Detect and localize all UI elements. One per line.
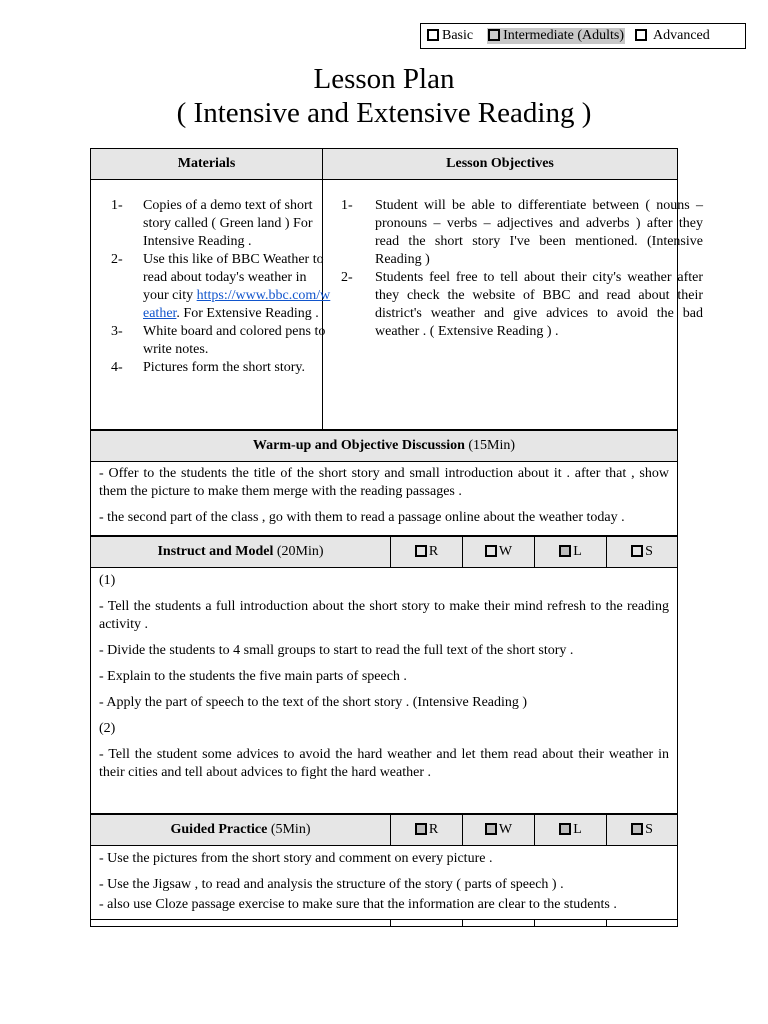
guided-header: Guided Practice (5Min) R W L S <box>91 815 677 846</box>
instruct-paragraph: - Apply the part of speech to the text of the short story . (Intensive Reading ) <box>99 695 528 710</box>
level-intermediate[interactable]: Intermediate (Adults) <box>487 28 625 44</box>
checkbox-icon <box>415 545 427 557</box>
list-item: 1- Copies of a demo text of short story called ( Green land ) For Intensive Reading . <box>111 198 313 249</box>
guided-paragraph: - also use Cloze passage exercise to make sure that the information are clear to the students . <box>99 897 617 912</box>
list-item: 1- Student will be able to differentiate between ( nouns – pronouns – verbs – adjectives and adverbs ) after they read the short story I've been mentioned. (Intensive Reading ) <box>341 198 703 267</box>
skill-reading[interactable]: R <box>391 537 463 567</box>
guided-paragraph: - Use the pictures from the short story and comment on every picture . <box>99 851 493 866</box>
instruct-paragraph: - Tell the students a full introduction about the short story to make their mind refresh to the reading activity . <box>99 599 669 632</box>
warmup-header: Warm-up and Objective Discussion (15Min) <box>91 431 677 462</box>
skill-speaking[interactable]: S <box>607 537 677 567</box>
skill-reading[interactable]: R <box>391 815 463 845</box>
level-basic[interactable]: Basic <box>427 28 473 44</box>
checkbox-icon <box>485 823 497 835</box>
instruct-paragraph: (2) <box>99 721 116 736</box>
level-selector <box>420 23 746 49</box>
checkbox-icon <box>427 29 439 41</box>
instruct-paragraph: (1) <box>99 573 116 588</box>
checkbox-icon <box>631 823 643 835</box>
warmup-paragraph: - the second part of the class , go with them to read a passage online about the weather today . <box>99 510 625 525</box>
list-item: 4- Pictures form the short story. <box>111 360 306 375</box>
materials-list <box>111 197 333 377</box>
page-title: Lesson Plan <box>313 63 455 95</box>
level-advanced[interactable]: Advanced <box>631 28 710 44</box>
checkbox-icon <box>559 823 571 835</box>
warmup-paragraph: - Offer to the students the title of the short story and small introduction about it . after that , show them the picture to make them merge with the reading passages . <box>99 466 669 499</box>
checkbox-icon <box>488 29 500 41</box>
instruct-header: Instruct and Model (20Min) R W L S <box>91 537 677 568</box>
checkbox-icon <box>631 545 643 557</box>
page-subtitle: ( Intensive and Extensive Reading ) <box>176 97 592 129</box>
instruct-paragraph: - Divide the students to 4 small groups to start to read the full text of the short story . <box>99 643 574 658</box>
checkbox-icon <box>559 545 571 557</box>
skill-listening[interactable]: L <box>535 815 607 845</box>
list-item: 2- Students feel free to tell about their city's weather after they check the website of BBC and read about their district's weather and give advices to avoid the bad weather . ( Extensive Reading ) . <box>341 270 703 339</box>
skill-speaking[interactable]: S <box>607 815 677 845</box>
warmup-section <box>90 430 678 536</box>
bbc-weather-link[interactable]: https://www.bbc.com/weather <box>143 288 331 321</box>
checkbox-icon <box>415 823 427 835</box>
objectives-header: Lesson Objectives <box>323 149 677 179</box>
materials-header: Materials <box>91 149 322 179</box>
materials-objectives-table <box>90 148 703 430</box>
list-item: 2- Use this like of BBC Weather to read about today's weather in your city https://www.bbc.com/weather. For Extensive Reading . <box>111 252 331 321</box>
list-item: 3- White board and colored pens to write notes. <box>111 324 326 357</box>
objectives-list <box>341 197 703 341</box>
instruct-paragraph: - Tell the student some advices to avoid the hard weather and let them read about their weather in their cities and tell about advices to fight the hard weather . <box>99 747 669 780</box>
skill-listening[interactable]: L <box>535 537 607 567</box>
guided-paragraph: - Use the Jigsaw , to read and analysis the structure of the story ( parts of speech ) . <box>99 877 564 892</box>
checkbox-icon <box>485 545 497 557</box>
table-bottom-row <box>91 919 677 926</box>
checkbox-icon <box>635 29 647 41</box>
instruct-paragraph: - Explain to the students the five main parts of speech . <box>99 669 407 684</box>
instruct-section <box>90 536 678 814</box>
skill-writing[interactable]: W <box>463 537 535 567</box>
guided-section <box>90 814 678 927</box>
skill-writing[interactable]: W <box>463 815 535 845</box>
